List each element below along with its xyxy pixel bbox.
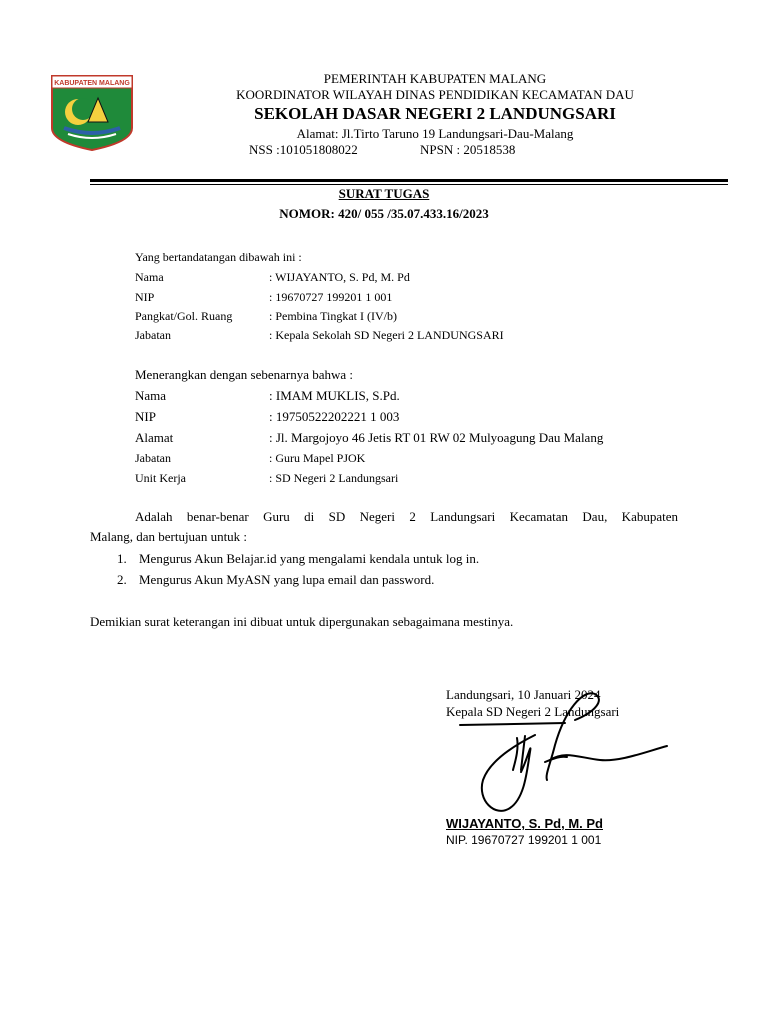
field-value: : IMAM MUKLIS, S.Pd. bbox=[269, 388, 400, 403]
signer-nip: NIP. 19670727 199201 1 001 bbox=[446, 833, 602, 847]
field-label: Nama bbox=[135, 270, 164, 284]
field-value: : WIJAYANTO, S. Pd, M. Pd bbox=[269, 270, 410, 284]
field-label: Pangkat/Gol. Ruang bbox=[135, 309, 233, 323]
header-school-name: SEKOLAH DASAR NEGERI 2 LANDUNGSARI bbox=[254, 104, 616, 123]
signer-name: WIJAYANTO, S. Pd, M. Pd bbox=[446, 816, 603, 831]
field-value: : 19670727 199201 1 001 bbox=[269, 290, 393, 304]
header-npsn: NPSN : 20518538 bbox=[420, 142, 516, 157]
header-address: Alamat: Jl.Tirto Taruno 19 Landungsari-Dau-Malang bbox=[296, 126, 574, 141]
handwritten-signature bbox=[455, 690, 675, 825]
intro-signer: Yang bertandatangan dibawah ini : bbox=[135, 250, 302, 264]
task-text: Mengurus Akun Belajar.id yang mengalami kendala untuk log in. bbox=[139, 551, 480, 566]
field-label: Alamat bbox=[135, 430, 174, 445]
header-coordinator: KOORDINATOR WILAYAH DINAS PENDIDIKAN KECAMATAN DAU bbox=[236, 87, 634, 102]
signer-position: Kepala SD Negeri 2 Landungsari bbox=[446, 704, 620, 719]
field-label: NIP bbox=[135, 290, 155, 304]
task-text: Mengurus Akun MyASN yang lupa email dan password. bbox=[139, 572, 435, 587]
header-divider-thin bbox=[90, 184, 728, 185]
task-number: 1. bbox=[117, 551, 127, 566]
field-value: : Guru Mapel PJOK bbox=[269, 451, 366, 465]
paragraph-line-2: Malang, dan bertujuan untuk : bbox=[90, 529, 248, 544]
letter-number: NOMOR: 420/ 055 /35.07.433.16/2023 bbox=[279, 206, 489, 221]
regency-logo bbox=[48, 72, 136, 152]
header-divider-thick bbox=[90, 179, 728, 182]
field-value: : 19750522202221 1 003 bbox=[269, 409, 400, 424]
field-label: Unit Kerja bbox=[135, 471, 186, 485]
field-label: NIP bbox=[135, 409, 156, 424]
logo-label: KABUPATEN MALANG bbox=[54, 80, 130, 87]
field-label: Jabatan bbox=[135, 451, 171, 465]
place-date: Landungsari, 10 Januari 2024 bbox=[446, 687, 601, 702]
letter-title: SURAT TUGAS bbox=[338, 186, 430, 201]
paragraph-line-1: Adalah benar-benar Guru di SD Negeri 2 Landungsari Kecamatan Dau, Kabupaten bbox=[135, 509, 678, 524]
header-government: PEMERINTAH KABUPATEN MALANG bbox=[323, 71, 547, 86]
field-label: Nama bbox=[135, 388, 167, 403]
header-nss: NSS :101051808022 bbox=[249, 142, 358, 157]
closing-statement: Demikian surat keterangan ini dibuat untuk dipergunakan sebagaimana mestinya. bbox=[90, 614, 514, 629]
field-value: : Kepala Sekolah SD Negeri 2 LANDUNGSARI bbox=[269, 328, 504, 342]
field-label: Jabatan bbox=[135, 328, 171, 342]
task-number: 2. bbox=[117, 572, 127, 587]
field-value: : Pembina Tingkat I (IV/b) bbox=[269, 309, 397, 323]
field-value: : SD Negeri 2 Landungsari bbox=[269, 471, 399, 485]
intro-subject: Menerangkan dengan sebenarnya bahwa : bbox=[135, 367, 354, 382]
field-value: : Jl. Margojoyo 46 Jetis RT 01 RW 02 Mulyoagung Dau Malang bbox=[269, 430, 604, 445]
